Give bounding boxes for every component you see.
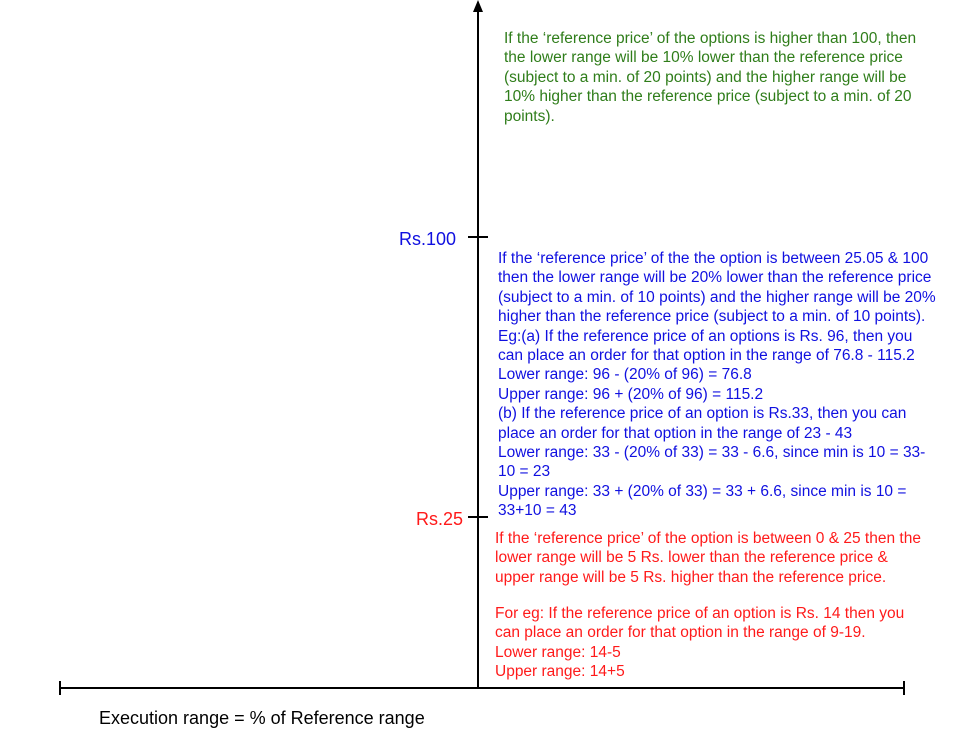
text-line: can place an order for that option in the range of 76.8 - 115.2 [498,347,915,365]
text-line: 10 = 23 [498,463,551,481]
text-line: then the lower range will be 20% lower than the reference price [498,269,932,287]
text-line: If the ‘reference price’ of the option is between 0 & 25 then the [495,530,921,547]
above-100-rule-text [504,29,916,126]
between-25-100-rule-text [498,249,936,521]
text-line: 10% higher than the reference price (subject to a min. of 20 [504,88,912,106]
text-line: can place an order for that option in the range of 9-19. [495,624,866,642]
y-tick-label-100: Rs.100 [399,229,457,249]
below-25-example-text [495,604,904,682]
text-line: Upper range: 96 + (20% of 96) = 115.2 [498,385,764,403]
y-axis-arrowhead [473,0,483,12]
text-line: lower range will be 5 Rs. lower than the reference price & [495,549,888,567]
text-line: Lower range: 14-5 [495,643,621,661]
text-line: Upper range: 33 + (20% of 33) = 33 + 6.6, since min is 10 = [498,482,907,500]
text-line: If the ‘reference price’ of the the option is between 25.05 & 100 [498,250,929,267]
text-line: Lower range: 33 - (20% of 33) = 33 - 6.6, since min is 10 = 33- [498,444,926,462]
text-line: higher than the reference price (subject to a min. of 10 points). [498,308,926,326]
text-line: place an order for that option in the range of 23 - 43 [498,424,853,442]
text-line: the lower range will be 10% lower than the reference price [504,49,903,67]
text-line: points). [504,107,555,125]
y-tick-label-25: Rs.25 [416,509,464,529]
text-line: For eg: If the reference price of an option is Rs. 14 then you [495,605,905,622]
text-line: (b) If the reference price of an option is Rs.33, then you can [498,405,907,423]
text-line: Eg:(a) If the reference price of an options is Rs. 96, then you [498,327,913,345]
text-line: (subject to a min. of 10 points) and the higher range will be 20% [498,288,936,306]
below-25-rule-text [495,529,921,587]
text-line: 33+10 = 43 [498,502,577,520]
text-line: upper range will be 5 Rs. higher than the reference price. [495,568,887,586]
text-line: Lower range: 96 - (20% of 96) = 76.8 [498,366,752,384]
x-axis-caption: Execution range = % of Reference range [99,708,425,728]
text-line: (subject to a min. of 20 points) and the higher range will be [504,68,907,86]
text-line: Upper range: 14+5 [495,663,625,681]
text-line: If the ‘reference price’ of the options is higher than 100, then [504,30,917,47]
